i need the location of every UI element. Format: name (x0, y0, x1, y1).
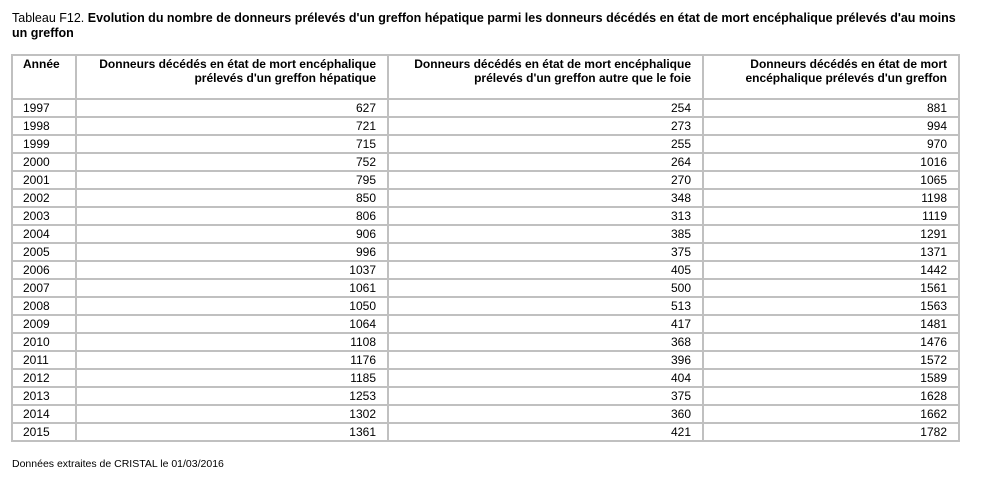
cell-other-donors: 348 (388, 189, 703, 207)
cell-year: 2004 (12, 225, 76, 243)
cell-year: 2001 (12, 171, 76, 189)
cell-total-donors: 1589 (703, 369, 959, 387)
cell-other-donors: 313 (388, 207, 703, 225)
cell-other-donors: 513 (388, 297, 703, 315)
cell-total-donors: 881 (703, 99, 959, 117)
cell-liver-donors: 1361 (76, 423, 388, 441)
donors-table (11, 54, 960, 442)
cell-total-donors: 994 (703, 117, 959, 135)
cell-total-donors: 1628 (703, 387, 959, 405)
cell-other-donors: 273 (388, 117, 703, 135)
table-row (12, 261, 959, 279)
cell-other-donors: 270 (388, 171, 703, 189)
cell-year: 2008 (12, 297, 76, 315)
table-number: Tableau F12. (12, 11, 85, 25)
cell-liver-donors: 1302 (76, 405, 388, 423)
cell-other-donors: 368 (388, 333, 703, 351)
cell-year: 2012 (12, 369, 76, 387)
cell-liver-donors: 1108 (76, 333, 388, 351)
cell-liver-donors: 1064 (76, 315, 388, 333)
cell-other-donors: 264 (388, 153, 703, 171)
cell-liver-donors: 1061 (76, 279, 388, 297)
cell-total-donors: 1563 (703, 297, 959, 315)
cell-total-donors: 1198 (703, 189, 959, 207)
cell-liver-donors: 1185 (76, 369, 388, 387)
cell-other-donors: 254 (388, 99, 703, 117)
cell-other-donors: 421 (388, 423, 703, 441)
cell-liver-donors: 1253 (76, 387, 388, 405)
table-row (12, 207, 959, 225)
cell-year: 2010 (12, 333, 76, 351)
cell-total-donors: 970 (703, 135, 959, 153)
cell-year: 1998 (12, 117, 76, 135)
cell-year: 2009 (12, 315, 76, 333)
header-year: Année (12, 55, 76, 99)
cell-liver-donors: 906 (76, 225, 388, 243)
cell-total-donors: 1119 (703, 207, 959, 225)
cell-total-donors: 1016 (703, 153, 959, 171)
header-row (12, 55, 959, 99)
cell-year: 2000 (12, 153, 76, 171)
table-row (12, 387, 959, 405)
cell-other-donors: 375 (388, 243, 703, 261)
cell-year: 2005 (12, 243, 76, 261)
cell-liver-donors: 715 (76, 135, 388, 153)
cell-other-donors: 417 (388, 315, 703, 333)
cell-other-donors: 385 (388, 225, 703, 243)
cell-other-donors: 255 (388, 135, 703, 153)
cell-liver-donors: 1037 (76, 261, 388, 279)
table-row (12, 225, 959, 243)
cell-total-donors: 1065 (703, 171, 959, 189)
cell-liver-donors: 795 (76, 171, 388, 189)
table-row (12, 135, 959, 153)
cell-total-donors: 1561 (703, 279, 959, 297)
table-row (12, 117, 959, 135)
table-title (12, 11, 972, 41)
table-row (12, 243, 959, 261)
cell-total-donors: 1291 (703, 225, 959, 243)
cell-year: 2011 (12, 351, 76, 369)
header-total-donors: Donneurs décédés en état de mort encéphalique prélevés d'un greffon (703, 55, 959, 99)
footnote: Données extraites de CRISTAL le 01/03/2016 (12, 458, 224, 470)
cell-total-donors: 1442 (703, 261, 959, 279)
cell-year: 2006 (12, 261, 76, 279)
cell-year: 2003 (12, 207, 76, 225)
table-body (12, 99, 959, 441)
cell-other-donors: 500 (388, 279, 703, 297)
cell-liver-donors: 850 (76, 189, 388, 207)
table-row (12, 405, 959, 423)
table-row (12, 171, 959, 189)
cell-liver-donors: 806 (76, 207, 388, 225)
table-row (12, 423, 959, 441)
cell-other-donors: 404 (388, 369, 703, 387)
cell-liver-donors: 1176 (76, 351, 388, 369)
table-row (12, 297, 959, 315)
cell-year: 2002 (12, 189, 76, 207)
table-row (12, 99, 959, 117)
header-liver-donors: Donneurs décédés en état de mort encéphalique prélevés d'un greffon hépatique (76, 55, 388, 99)
header-other-donors: Donneurs décédés en état de mort encéphalique prélevés d'un greffon autre que le foie (388, 55, 703, 99)
cell-year: 2015 (12, 423, 76, 441)
cell-liver-donors: 752 (76, 153, 388, 171)
cell-year: 2013 (12, 387, 76, 405)
cell-other-donors: 405 (388, 261, 703, 279)
cell-other-donors: 360 (388, 405, 703, 423)
cell-total-donors: 1572 (703, 351, 959, 369)
cell-other-donors: 375 (388, 387, 703, 405)
table-row (12, 351, 959, 369)
cell-liver-donors: 627 (76, 99, 388, 117)
cell-total-donors: 1662 (703, 405, 959, 423)
table-header (12, 55, 959, 99)
table-title-text: Evolution du nombre de donneurs prélevés d'un greffon hépatique parmi les donneurs décédés en état de mort encéphalique prélevés d'au moins un greffon (12, 11, 956, 40)
table-row (12, 189, 959, 207)
cell-liver-donors: 1050 (76, 297, 388, 315)
cell-year: 1999 (12, 135, 76, 153)
table-row (12, 369, 959, 387)
table-row (12, 279, 959, 297)
cell-total-donors: 1782 (703, 423, 959, 441)
cell-other-donors: 396 (388, 351, 703, 369)
cell-liver-donors: 721 (76, 117, 388, 135)
cell-total-donors: 1371 (703, 243, 959, 261)
cell-total-donors: 1481 (703, 315, 959, 333)
cell-year: 1997 (12, 99, 76, 117)
cell-liver-donors: 996 (76, 243, 388, 261)
cell-total-donors: 1476 (703, 333, 959, 351)
cell-year: 2007 (12, 279, 76, 297)
table-row (12, 153, 959, 171)
table-row (12, 315, 959, 333)
cell-year: 2014 (12, 405, 76, 423)
table-row (12, 333, 959, 351)
